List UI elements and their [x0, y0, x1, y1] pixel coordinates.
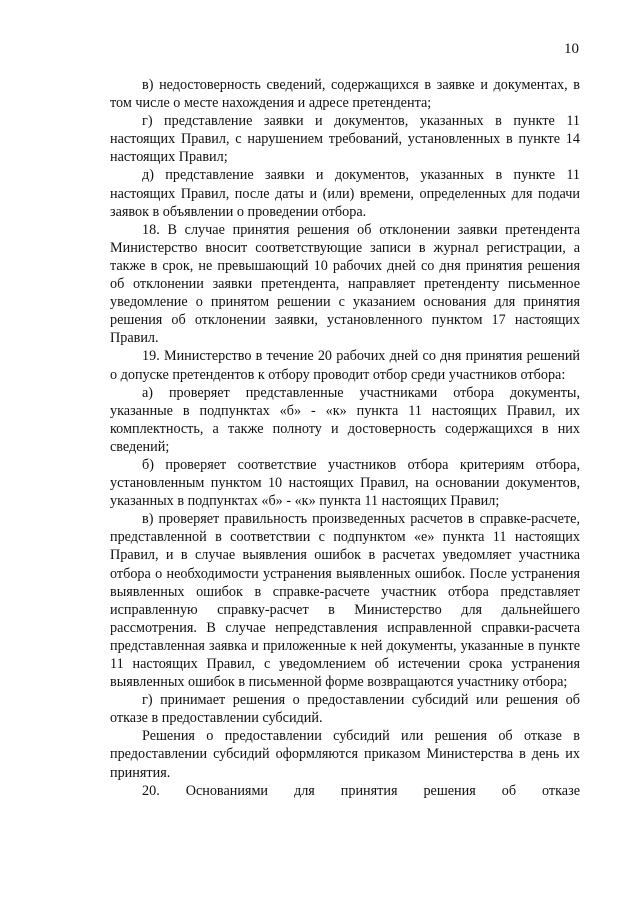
paragraph-19-item-b: б) проверяет соответствие участников отбора критериям отбора, установленным пунктом 10 настоящих Правил, на основании документов, указанных в подпунктах «б» - «к» пункта 11 настоящих Правил; — [110, 456, 580, 510]
paragraph-19-selection: 19. Министерство в течение 20 рабочих дней со дня принятия решений о допуске претендентов к отбору проводит отбор среди участников отбора: — [110, 348, 580, 383]
paragraph-18-rejection-notice: 18. В случае принятия решения об отклонении заявки претендента Министерство вносит соответствующие записи в журнал регистрации, а также в срок, не превышающий 10 рабочих дней со дня принятия решения об отклонении заявки претендента, направляет претенденту письменное уведомление о принятом решении с указанием основания для принятия решения об отклонении заявки, установленного пунктом 17 настоящих Правил. — [110, 221, 580, 347]
paragraph-19-item-v: в) проверяет правильность произведенных расчетов в справке-расчете, представленной в соответствии с подпунктом «е» пункта 11 настоящих Правил, и в случае выявления ошибок в расчетах уведомляет участника отбора о необходимости устранения выявленных ошибок. После устранения выявленных ошибок в справке-расчете участник отбора представляет исправленную справку-расчет в Министерство для дальнейшего рассмотрения. В случае непредставления исправленной справки-расчета представленная заявка и приложенные к ней документы, указанные в пункте 11 настоящих Правил, с уведомлением об истечении срока устранения выявленных ошибок в письменной форме возвращаются участнику отбора; — [110, 511, 580, 691]
paragraph-19-item-a: а) проверяет представленные участниками отбора документы, указанные в подпунктах «б» - «к» пункта 11 настоящих Правил, их комплектность, а также полноту и достоверность содержащихся в них сведений; — [110, 384, 580, 455]
document-body — [110, 76, 580, 800]
paragraph-decision-order: Решения о предоставлении субсидий или решения об отказе в предоставлении субсидий оформляются приказом Министерства в день их принятия. — [110, 728, 580, 781]
paragraph-item-d-late-submission: д) представление заявки и документов, указанных в пункте 11 настоящих Правил, после даты и (или) времени, определенных для подачи заявок в объявлении о проведении отбора. — [110, 167, 580, 220]
page-number: 10 — [564, 41, 579, 57]
paragraph-20-refusal-grounds: 20. Основаниями для принятия решения об отказе — [142, 782, 580, 799]
paragraph-item-g-requirements-violation: г) представление заявки и документов, указанных в пункте 11 настоящих Правил, с нарушением требований, установленных в пункте 14 настоящих Правил; — [110, 113, 580, 166]
paragraph-item-v-unreliable-info: в) недостоверность сведений, содержащихся в заявке и документах, в том числе о месте нахождения и адресе претендента; — [110, 77, 580, 112]
paragraph-19-item-g: г) принимает решения о предоставлении субсидий или решения об отказе в предоставлении субсидий. — [110, 692, 580, 727]
